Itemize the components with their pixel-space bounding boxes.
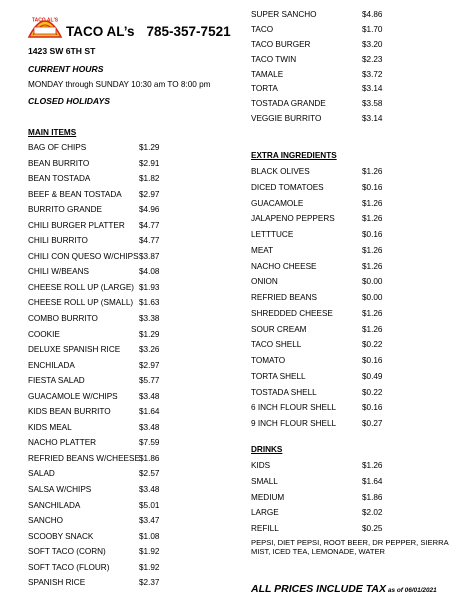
menu-item-row [28, 516, 168, 532]
menu-item-name: ONION [251, 277, 278, 287]
address: 1423 SW 6TH ST [28, 46, 96, 56]
menu-item-row [251, 25, 391, 40]
menu-item-price: $2.02 [362, 508, 383, 518]
menu-item-name: REFRIED BEANS [251, 293, 317, 302]
menu-item-row [28, 376, 168, 392]
menu-item-name: COOKIE [28, 329, 60, 339]
menu-item-price: $3.47 [139, 516, 160, 526]
menu-item-price: $1.26 [362, 324, 383, 334]
menu-item-row [28, 174, 168, 190]
closed-holidays: CLOSED HOLIDAYS [28, 96, 110, 106]
menu-item-price: $0.16 [362, 403, 383, 413]
menu-item-row [251, 70, 391, 85]
menu-item-price: $4.77 [139, 220, 160, 230]
menu-item-name: TORTA SHELL [251, 371, 306, 381]
menu-item-price: $4.08 [139, 267, 160, 277]
menu-item-name: CHILI W/BEANS [28, 267, 89, 277]
menu-item-price: $5.01 [139, 500, 160, 510]
drinks-note: PEPSI, DIET PEPSI, ROOT BEER, DR PEPPER, SIERRA MIST, ICED TEA, LEMONADE, WATER [251, 538, 449, 556]
menu-item-price: $1.26 [362, 214, 383, 224]
menu-item-row [28, 361, 168, 377]
menu-item-price: $3.48 [139, 391, 160, 401]
menu-item-name: BAG OF CHIPS [28, 143, 87, 152]
menu-item-row [251, 419, 391, 435]
menu-item-row [251, 230, 391, 246]
menu-item-name: TACO TWIN [251, 54, 297, 64]
menu-item-row [251, 493, 391, 509]
menu-item-price: $0.49 [362, 371, 383, 381]
menu-item-name: SOFT TACO (FLOUR) [28, 562, 110, 572]
menu-item-price: $2.23 [362, 54, 383, 64]
menu-item-price: $5.77 [139, 376, 160, 386]
menu-item-row [251, 403, 391, 419]
menu-item-row [28, 236, 168, 252]
menu-item-row [28, 578, 168, 594]
menu-item-price: $4.77 [139, 236, 160, 246]
menu-item-row [28, 501, 168, 517]
menu-item-price: $1.26 [362, 167, 383, 176]
menu-item-row [28, 298, 168, 314]
menu-item-price: $7.59 [139, 438, 160, 448]
menu-item-price: $0.16 [362, 230, 383, 239]
menu-item-name: SUPER SANCHO [251, 10, 317, 19]
menu-item-row [28, 143, 168, 159]
menu-item-price: $2.37 [139, 578, 160, 588]
menu-item-name: BEAN BURRITO [28, 158, 90, 168]
drinks-list [251, 461, 391, 540]
menu-item-row [251, 356, 391, 372]
menu-item-name: TACO [251, 24, 274, 34]
restaurant-name: TACO AL’s [66, 24, 135, 39]
menu-item-row [251, 477, 391, 493]
menu-item-row [251, 199, 391, 215]
menu-item-price: $0.27 [362, 419, 383, 428]
menu-item-row [251, 40, 391, 55]
menu-item-price: $1.86 [362, 492, 383, 502]
menu-item-name: KIDS MEAL [28, 422, 72, 432]
menu-item-price: $1.82 [139, 174, 160, 184]
menu-item-row [251, 325, 391, 341]
menu-item-row [28, 252, 168, 268]
menu-item-price: $0.22 [362, 340, 383, 350]
menu-item-name: SCOOBY SNACK [28, 531, 94, 541]
footer-tax-note [251, 583, 437, 595]
menu-item-price: $2.97 [139, 189, 160, 199]
menu-item-price: $3.58 [362, 99, 383, 109]
menu-item-price: $1.92 [139, 547, 160, 557]
menu-item-price: $1.26 [362, 308, 383, 318]
menu-item-name: 6 INCH FLOUR SHELL [251, 403, 337, 413]
menu-item-name: JALAPENO PEPPERS [251, 214, 335, 224]
menu-item-name: SALSA W/CHIPS [28, 485, 92, 495]
menu-item-name: GUACAMOLE W/CHIPS [28, 391, 118, 401]
footer-text: ALL PRICES INCLUDE TAX [251, 583, 386, 595]
menu-item-name: TACO BURGER [251, 39, 311, 49]
drinks-heading: DRINKS [251, 445, 283, 454]
menu-item-price: $0.16 [362, 182, 383, 192]
menu-item-name: NACHO CHEESE [251, 261, 317, 271]
menu-item-name: CHILI CON QUESO W/CHIPS [28, 251, 139, 261]
menu-item-row [251, 214, 391, 230]
menu-item-row [28, 469, 168, 485]
menu-item-row [251, 55, 391, 70]
menu-item-price: $1.26 [362, 261, 383, 271]
menu-item-row [28, 330, 168, 346]
menu-item-row [251, 309, 391, 325]
menu-item-name: TAMALE [251, 69, 284, 79]
menu-item-name: TOMATO [251, 356, 286, 365]
menu-item-price: $1.08 [139, 531, 160, 541]
menu-item-name: SPANISH RICE [28, 578, 86, 588]
menu-item-row [28, 314, 168, 330]
menu-item-row [28, 454, 168, 470]
menu-item-row [28, 407, 168, 423]
menu-item-price: $3.26 [139, 345, 160, 355]
menu-item-price: $3.48 [139, 485, 160, 495]
extra-ingredients-heading: EXTRA INGREDIENTS [251, 151, 337, 160]
menu-item-price: $0.25 [362, 524, 383, 533]
main-items-list [28, 143, 168, 594]
menu-item-price: $3.87 [139, 251, 160, 261]
menu-item-price: $0.00 [362, 293, 383, 302]
menu-item-name: SANCHILADA [28, 500, 81, 510]
menu-item-row [251, 293, 391, 309]
menu-item-price: $1.29 [139, 143, 160, 152]
menu-item-name: TACO SHELL [251, 340, 302, 350]
menu-item-price: $4.96 [139, 205, 160, 215]
menu-item-name: MEAT [251, 245, 274, 255]
menu-item-name: LETTTUCE [251, 230, 294, 239]
menu-item-name: SHREDDED CHEESE [251, 308, 333, 318]
menu-item-row [28, 205, 168, 221]
menu-item-name: MEDIUM [251, 492, 285, 502]
menu-item-name: REFRIED BEANS W/CHEESE [28, 453, 140, 463]
menu-item-name: SMALL [251, 476, 278, 486]
menu-item-row [251, 114, 391, 129]
menu-item-name: DELUXE SPANISH RICE [28, 345, 121, 355]
menu-item-row [251, 388, 391, 404]
menu-item-price: $1.86 [139, 453, 160, 463]
menu-item-price: $3.38 [139, 314, 160, 324]
menu-item-price: $3.14 [362, 84, 383, 94]
menu-item-row [28, 221, 168, 237]
menu-item-price: $3.20 [362, 39, 383, 49]
menu-item-row [28, 547, 168, 563]
menu-item-name: FIESTA SALAD [28, 376, 85, 386]
menu-item-name: BURRITO GRANDE [28, 205, 102, 215]
menu-item-price: $4.86 [362, 10, 383, 19]
footer-date: as of 06/01/2021 [387, 587, 437, 594]
menu-item-name: LARGE [251, 508, 279, 518]
menu-item-price: $2.57 [139, 469, 160, 479]
menu-item-name: TORTA [251, 84, 278, 94]
menu-item-row [28, 267, 168, 283]
menu-item-price: $0.22 [362, 387, 383, 397]
taco-als-logo [26, 11, 64, 41]
menu-item-row [28, 392, 168, 408]
menu-item-row [251, 246, 391, 262]
menu-item-price: $1.93 [139, 282, 160, 292]
menu-item-row [251, 167, 391, 183]
menu-item-row [251, 183, 391, 199]
menu-item-name: CHEESE ROLL UP (LARGE) [28, 282, 135, 292]
menu-item-price: $0.00 [362, 277, 383, 287]
menu-item-name: KIDS [251, 461, 271, 470]
menu-item-row [251, 99, 391, 114]
menu-item-price: $3.48 [139, 422, 160, 432]
menu-item-name: ENCHILADA [28, 360, 75, 370]
extra-ingredients-list [251, 167, 391, 435]
menu-item-name: TOSTADA GRANDE [251, 99, 326, 109]
menu-item-name: BLACK OLIVES [251, 167, 310, 176]
menu-item-price: $1.92 [139, 562, 160, 572]
hours-text: MONDAY through SUNDAY 10:30 am TO 8:00 pm [28, 80, 211, 89]
menu-item-name: KIDS BEAN BURRITO [28, 407, 111, 417]
menu-item-name: BEEF & BEAN TOSTADA [28, 189, 122, 199]
phone-number[interactable]: 785-357-7521 [146, 24, 231, 39]
menu-item-row [28, 532, 168, 548]
menu-item-row [251, 508, 391, 524]
menu-item-price: $1.64 [139, 407, 160, 417]
menu-item-name: COMBO BURRITO [28, 314, 98, 324]
menu-item-row [28, 563, 168, 579]
menu-item-name: VEGGIE BURRITO [251, 114, 322, 124]
menu-item-price: $0.16 [362, 356, 383, 365]
menu-item-row [251, 461, 391, 477]
menu-item-name: SANCHO [28, 516, 64, 526]
menu-item-row [28, 159, 168, 175]
menu-item-name: 9 INCH FLOUR SHELL [251, 419, 337, 428]
menu-item-name: GUACAMOLE [251, 198, 304, 208]
menu-item-row [28, 438, 168, 454]
menu-item-price: $1.26 [362, 198, 383, 208]
menu-item-name: DICED TOMATOES [251, 182, 324, 192]
menu-item-name: REFILL [251, 524, 279, 533]
menu-item-price: $1.63 [139, 298, 160, 308]
menu-item-row [251, 262, 391, 278]
menu-item-price: $1.26 [362, 245, 383, 255]
menu-item-price: $3.14 [362, 114, 383, 124]
menu-item-name: BEAN TOSTADA [28, 174, 91, 184]
menu-item-row [251, 277, 391, 293]
menu-item-name: NACHO PLATTER [28, 438, 97, 448]
main-items-heading: MAIN ITEMS [28, 128, 77, 137]
menu-item-name: TOSTADA SHELL [251, 387, 317, 397]
menu-item-price: $3.72 [362, 69, 383, 79]
menu-item-name: SOFT TACO (CORN) [28, 547, 106, 557]
menu-item-row [28, 423, 168, 439]
menu-item-row [251, 340, 391, 356]
menu-item-price: $1.64 [362, 476, 383, 486]
menu-item-row [251, 84, 391, 99]
menu-item-name: SOUR CREAM [251, 324, 307, 334]
restaurant-title [66, 24, 231, 39]
menu-item-row [251, 372, 391, 388]
menu-item-row [28, 190, 168, 206]
hours-heading: CURRENT HOURS [28, 64, 104, 74]
menu-item-row [251, 10, 391, 25]
menu-item-row [28, 283, 168, 299]
menu-item-price: $1.29 [139, 329, 160, 339]
menu-item-price: $1.26 [362, 461, 383, 470]
menu-item-price: $2.91 [139, 158, 160, 168]
main-items-continued-list [251, 10, 391, 129]
menu-item-name: SALAD [28, 469, 55, 479]
menu-item-name: CHILI BURGER PLATTER [28, 220, 125, 230]
menu-item-row [28, 345, 168, 361]
menu-item-row [28, 485, 168, 501]
svg-text:TACO AL'S: TACO AL'S [31, 17, 59, 24]
menu-item-price: $1.70 [362, 24, 383, 34]
menu-item-name: CHILI BURRITO [28, 236, 88, 246]
menu-item-price: $2.97 [139, 360, 160, 370]
menu-item-name: CHEESE ROLL UP (SMALL) [28, 298, 134, 308]
